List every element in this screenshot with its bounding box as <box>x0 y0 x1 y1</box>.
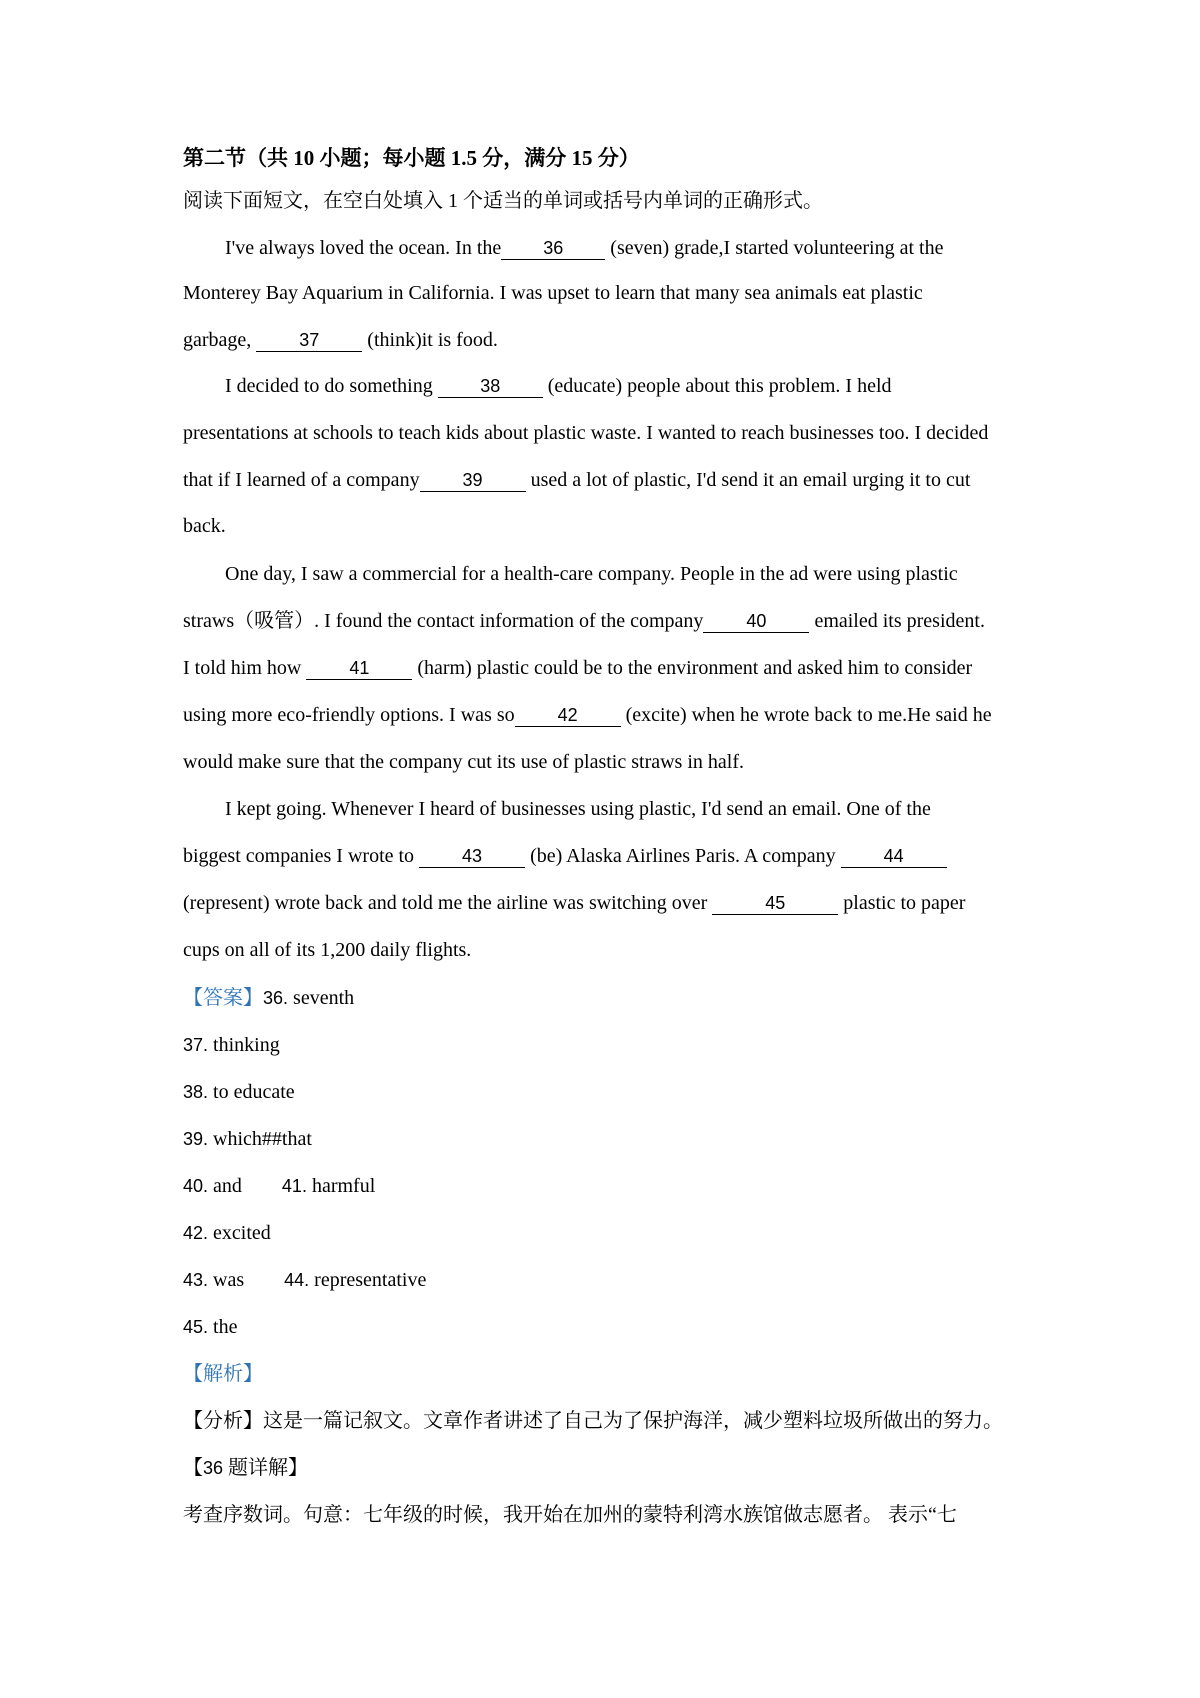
analysis-overview: 【分析】这是一篇记叙文。文章作者讲述了自己为了保护海洋，减少塑料垃圾所做出的努力。 <box>183 1410 1003 1432</box>
passage-line: would make sure that the company cut its use of plastic straws in half. <box>183 751 744 773</box>
answer-label: 【答案】 <box>183 987 263 1009</box>
answer-line: 38. to educate <box>183 1081 295 1103</box>
instruction: 阅读下面短文，在空白处填入 1 个适当的单词或括号内单词的正确形式。 <box>183 190 823 212</box>
blank-39: 39 <box>420 469 526 492</box>
q36-detail-text: 考查序数词。句意：七年级的时候，我开始在加州的蒙特利湾水族馆做志愿者。 表示“七 <box>183 1504 957 1526</box>
blank-37: 37 <box>256 329 362 352</box>
passage-line: I've always loved the ocean. In the 36 (seven) grade,I started volunteering at the <box>225 237 944 259</box>
answer-line: 39. which##that <box>183 1128 312 1150</box>
blank-36: 36 <box>501 237 605 260</box>
blank-40: 40 <box>703 610 809 633</box>
passage-line: straws（吸管）. I found the contact information of the company 40 emailed its president. <box>183 610 985 632</box>
blank-41: 41 <box>306 657 412 680</box>
blank-38: 38 <box>438 375 543 398</box>
q36-detail-heading: 【36 题详解】 <box>183 1457 309 1479</box>
answer-line: 45. the <box>183 1316 238 1338</box>
passage-line: that if I learned of a company 39 used a lot of plastic, I'd send it an email urging it to cut <box>183 469 971 491</box>
analysis-label: 【解析】 <box>183 1363 263 1385</box>
passage-line: I decided to do something 38 (educate) people about this problem. I held <box>225 375 892 397</box>
blank-45: 45 <box>712 892 838 915</box>
blank-44: 44 <box>841 845 947 868</box>
passage-line: Monterey Bay Aquarium in California. I was upset to learn that many sea animals eat plastic <box>183 282 923 304</box>
passage-line: presentations at schools to teach kids about plastic waste. I wanted to reach businesses too. I decided <box>183 422 989 444</box>
passage-line: back. <box>183 515 226 537</box>
passage-line: garbage, 37 (think)it is food. <box>183 329 498 351</box>
blank-43: 43 <box>419 845 525 868</box>
blank-42: 42 <box>515 704 621 727</box>
answer-line: 【答案】36. seventh <box>183 987 355 1009</box>
passage-line: I told him how 41 (harm) plastic could be to the environment and asked him to consider <box>183 657 973 679</box>
passage-line: using more eco-friendly options. I was so 42 (excite) when he wrote back to me.He said he <box>183 704 992 726</box>
section-heading: 第二节（共 10 小题；每小题 1.5 分，满分 15 分） <box>183 146 640 170</box>
passage-line: cups on all of its 1,200 daily flights. <box>183 939 472 961</box>
passage-line: I kept going. Whenever I heard of businesses using plastic, I'd send an email. One of the <box>225 798 931 820</box>
answer-line: 40. and 41. harmful <box>183 1175 376 1197</box>
passage-line: biggest companies I wrote to 43 (be) Alaska Airlines Paris. A company 44 <box>183 843 947 869</box>
answer-line: 42. excited <box>183 1222 271 1244</box>
passage-line: One day, I saw a commercial for a health-care company. People in the ad were using plastic <box>225 563 958 585</box>
passage-line: (represent) wrote back and told me the airline was switching over 45 plastic to paper <box>183 892 966 914</box>
answer-line: 37. thinking <box>183 1034 280 1056</box>
answer-line: 43. was 44. representative <box>183 1269 427 1291</box>
